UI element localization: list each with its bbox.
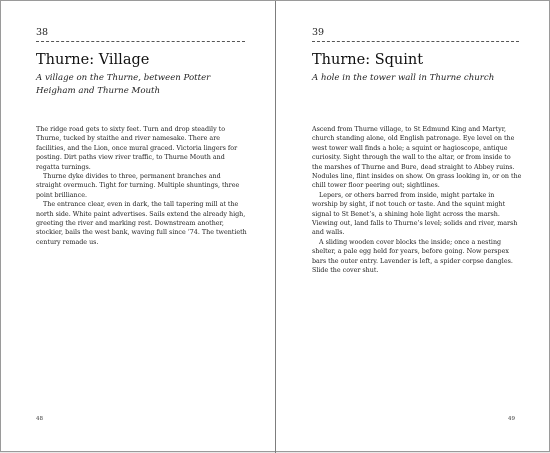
right-paragraph-3: A sliding wooden cover blocks the inside; once a nesting shelter, a pale egg held for years, before going. Now perspex bars the outer entry. Lavender is left, a spider corpse dangles. Slide the cover shut. (312, 238, 513, 275)
right-page-body (312, 125, 522, 276)
left-page-subtitle: A village on the Thurne, between Potter Heigham and Thurne Mouth (36, 73, 211, 96)
right-page (276, 1, 550, 453)
right-header-number: 39 (312, 27, 325, 38)
left-page-body (36, 125, 247, 247)
right-paragraph-1: Ascend from Thurne village, to St Edmund King and Martyr, church standing alone, old English patronage. Eye level on the west tower wall finds a hole; a squint or hagioscope, antique curiosity. Sight through the wall to the altar, or from inside to the marshes of Thurne and Bure, dead straight to Abbey ruins. Nodules line, flint insides on show. On grass looking in, or on the chill tower floor peering out; sightlines. (312, 126, 522, 190)
right-page-title: Thurne: Squint (312, 52, 424, 68)
left-paragraph-1: The ridge road gets to sixty feet. Turn and drop steadily to Thurne, tucked by staithe and river namesake. There are facilities, and the Lion, once mural graced. Victoria lingers for posting. Dirt paths view river traffic, to Thurne Mouth and regatta turnings. (36, 126, 238, 171)
left-header-number: 38 (36, 27, 49, 38)
left-folio: 48 (36, 416, 43, 422)
right-folio: 49 (508, 416, 515, 422)
right-page-subtitle: A hole in the tower wall in Thurne church (312, 73, 495, 83)
left-page-title: Thurne: Village (36, 52, 150, 68)
left-header-rule (36, 41, 245, 42)
right-paragraph-2: Lepers, or others barred from inside, might partake in worship by sight, if not touch or taste. And the squint might signal to St Benet’s, a shining hole light across the marsh. Viewing out, land falls to Thurne’s level; solids and river, marsh and walls. (312, 191, 518, 237)
left-page (1, 1, 275, 453)
left-paragraph-2: Thurne dyke divides to three, permanent branches and straight overmuch. Tight for turning. Multiple shuntings, three point brilliance. (36, 173, 240, 199)
left-paragraph-3: The entrance clear, even in dark, the tall tapering mill at the north side. White paint advertises. Sails extend the already high, greeting the river and marking rest. Downstream another, stockier, bails the west bank, waving full since ’74. The twentieth century remade us. (36, 201, 247, 246)
right-header-rule (312, 41, 519, 42)
